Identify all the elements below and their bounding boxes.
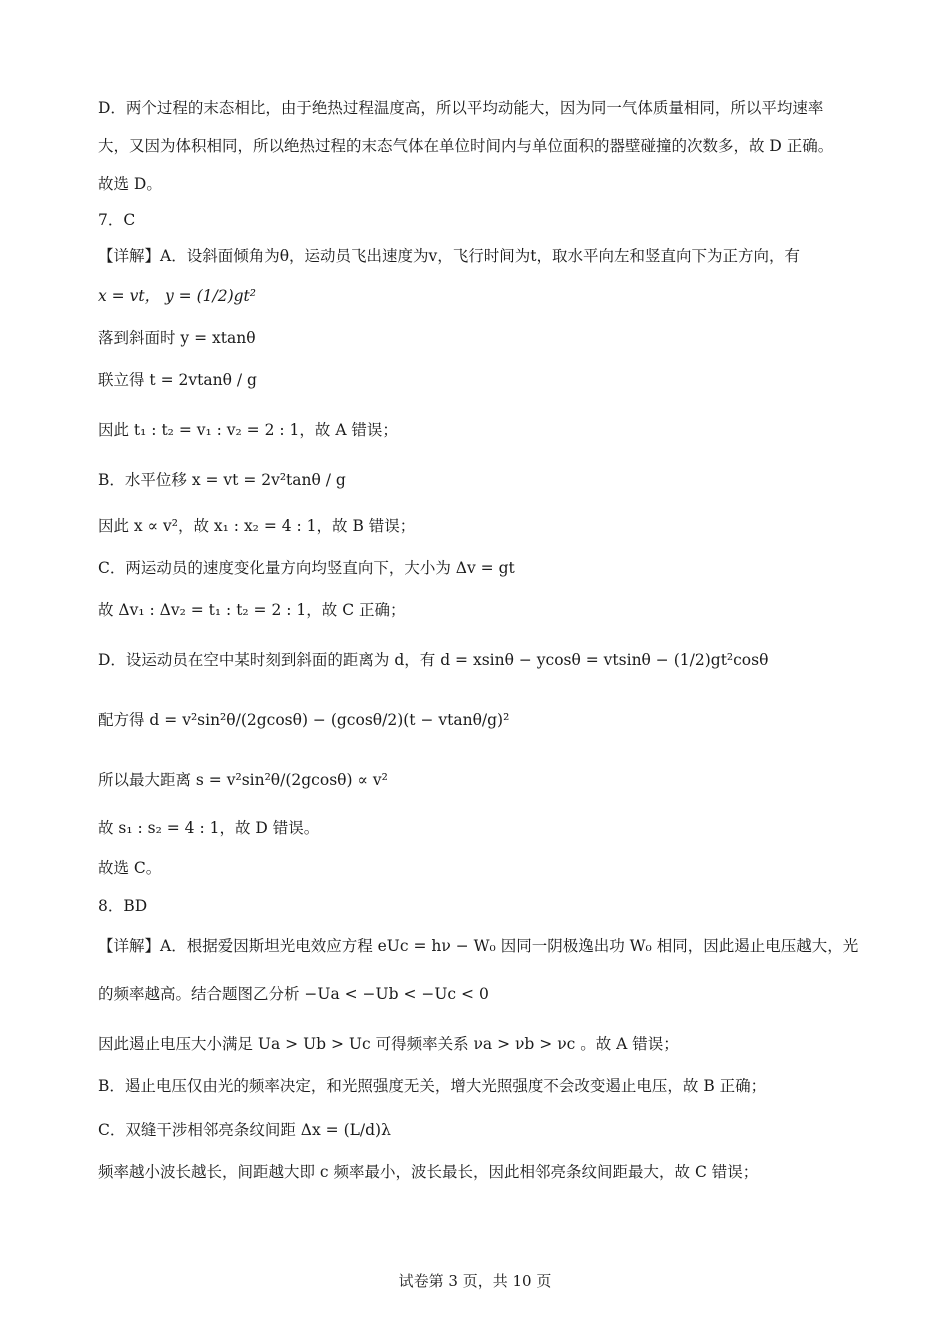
q8-c2: 频率越小波长越长，间距越大即 c 频率最小，波长最长，因此相邻亮条纹间距最大，故 C 错误； (98, 1163, 759, 1181)
q7-a2: 落到斜面时 y = xtanθ (98, 329, 256, 347)
q7-d2: 配方得 d = v²sin²θ/(2gcosθ) − (gcosθ/2)(t − vtanθ/g)² (98, 711, 510, 729)
q7-a3: 联立得 t = 2vtanθ / g (98, 371, 257, 389)
q8-a2: 的频率越高。结合题图乙分析 −Ua < −Ub < −Uc < 0 (98, 985, 489, 1003)
q8-c1: C．双缝干涉相邻亮条纹间距 Δx = (L/d)λ (98, 1121, 391, 1139)
q8-head: 8．BD (98, 897, 148, 915)
q7-a4: 因此 t₁ : t₂ = v₁ : v₂ = 2 : 1，故 A 错误； (98, 421, 398, 439)
q7-head: 7．C (98, 211, 136, 229)
q7-eq1: x = vt， y = (1/2)gt² (98, 287, 256, 305)
q8-b1: B．遏止电压仅由光的频率决定，和光照强度无关，增大光照强度不会改变遏止电压，故 B 正确； (98, 1077, 767, 1095)
q7-b2: 因此 x ∝ v²，故 x₁ : x₂ = 4 : 1，故 B 错误； (98, 517, 416, 535)
d-line2: 大，又因为体积相同，所以绝热过程的末态气体在单位时间内与单位面积的器壁碰撞的次数多，故 D 正确。 (98, 137, 834, 155)
q7-a1: 【详解】A．设斜面倾角为θ，运动员飞出速度为v，飞行时间为t，取水平向左和竖直向下为正方向，有 (98, 247, 801, 265)
q7-b1: B．水平位移 x = vt = 2v²tanθ / g (98, 471, 346, 489)
d-line1: D．两个过程的末态相比，由于绝热过程温度高，所以平均动能大，因为同一气体质量相同，所以平均速率 (98, 99, 824, 117)
q7-d3: 所以最大距离 s = v²sin²θ/(2gcosθ) ∝ v² (98, 771, 388, 789)
q7-c2: 故 Δv₁ : Δv₂ = t₁ : t₂ = 2 : 1，故 C 正确； (98, 601, 406, 619)
q7-d1: D．设运动员在空中某时刻到斜面的距离为 d，有 d = xsinθ − ycosθ = vtsinθ − (1/2)gt²cosθ (98, 651, 769, 669)
q7-c1: C．两运动员的速度变化量方向均竖直向下，大小为 Δv = gt (98, 559, 515, 577)
page-footer: 试卷第 3 页，共 10 页 (398, 1272, 552, 1290)
choose-d: 故选 D。 (98, 175, 162, 193)
q8-a3: 因此遏止电压大小满足 Ua > Ub > Uc 可得频率关系 νa > νb > νc 。故 A 错误； (98, 1035, 679, 1053)
q8-a1: 【详解】A．根据爱因斯坦光电效应方程 eUc = hν − W₀ 因同一阴极逸出功 W₀ 相同，因此遏止电压越大，光 (98, 937, 859, 955)
choose-c: 故选 C。 (98, 859, 162, 877)
q7-d4: 故 s₁ : s₂ = 4 : 1，故 D 错误。 (98, 819, 320, 837)
